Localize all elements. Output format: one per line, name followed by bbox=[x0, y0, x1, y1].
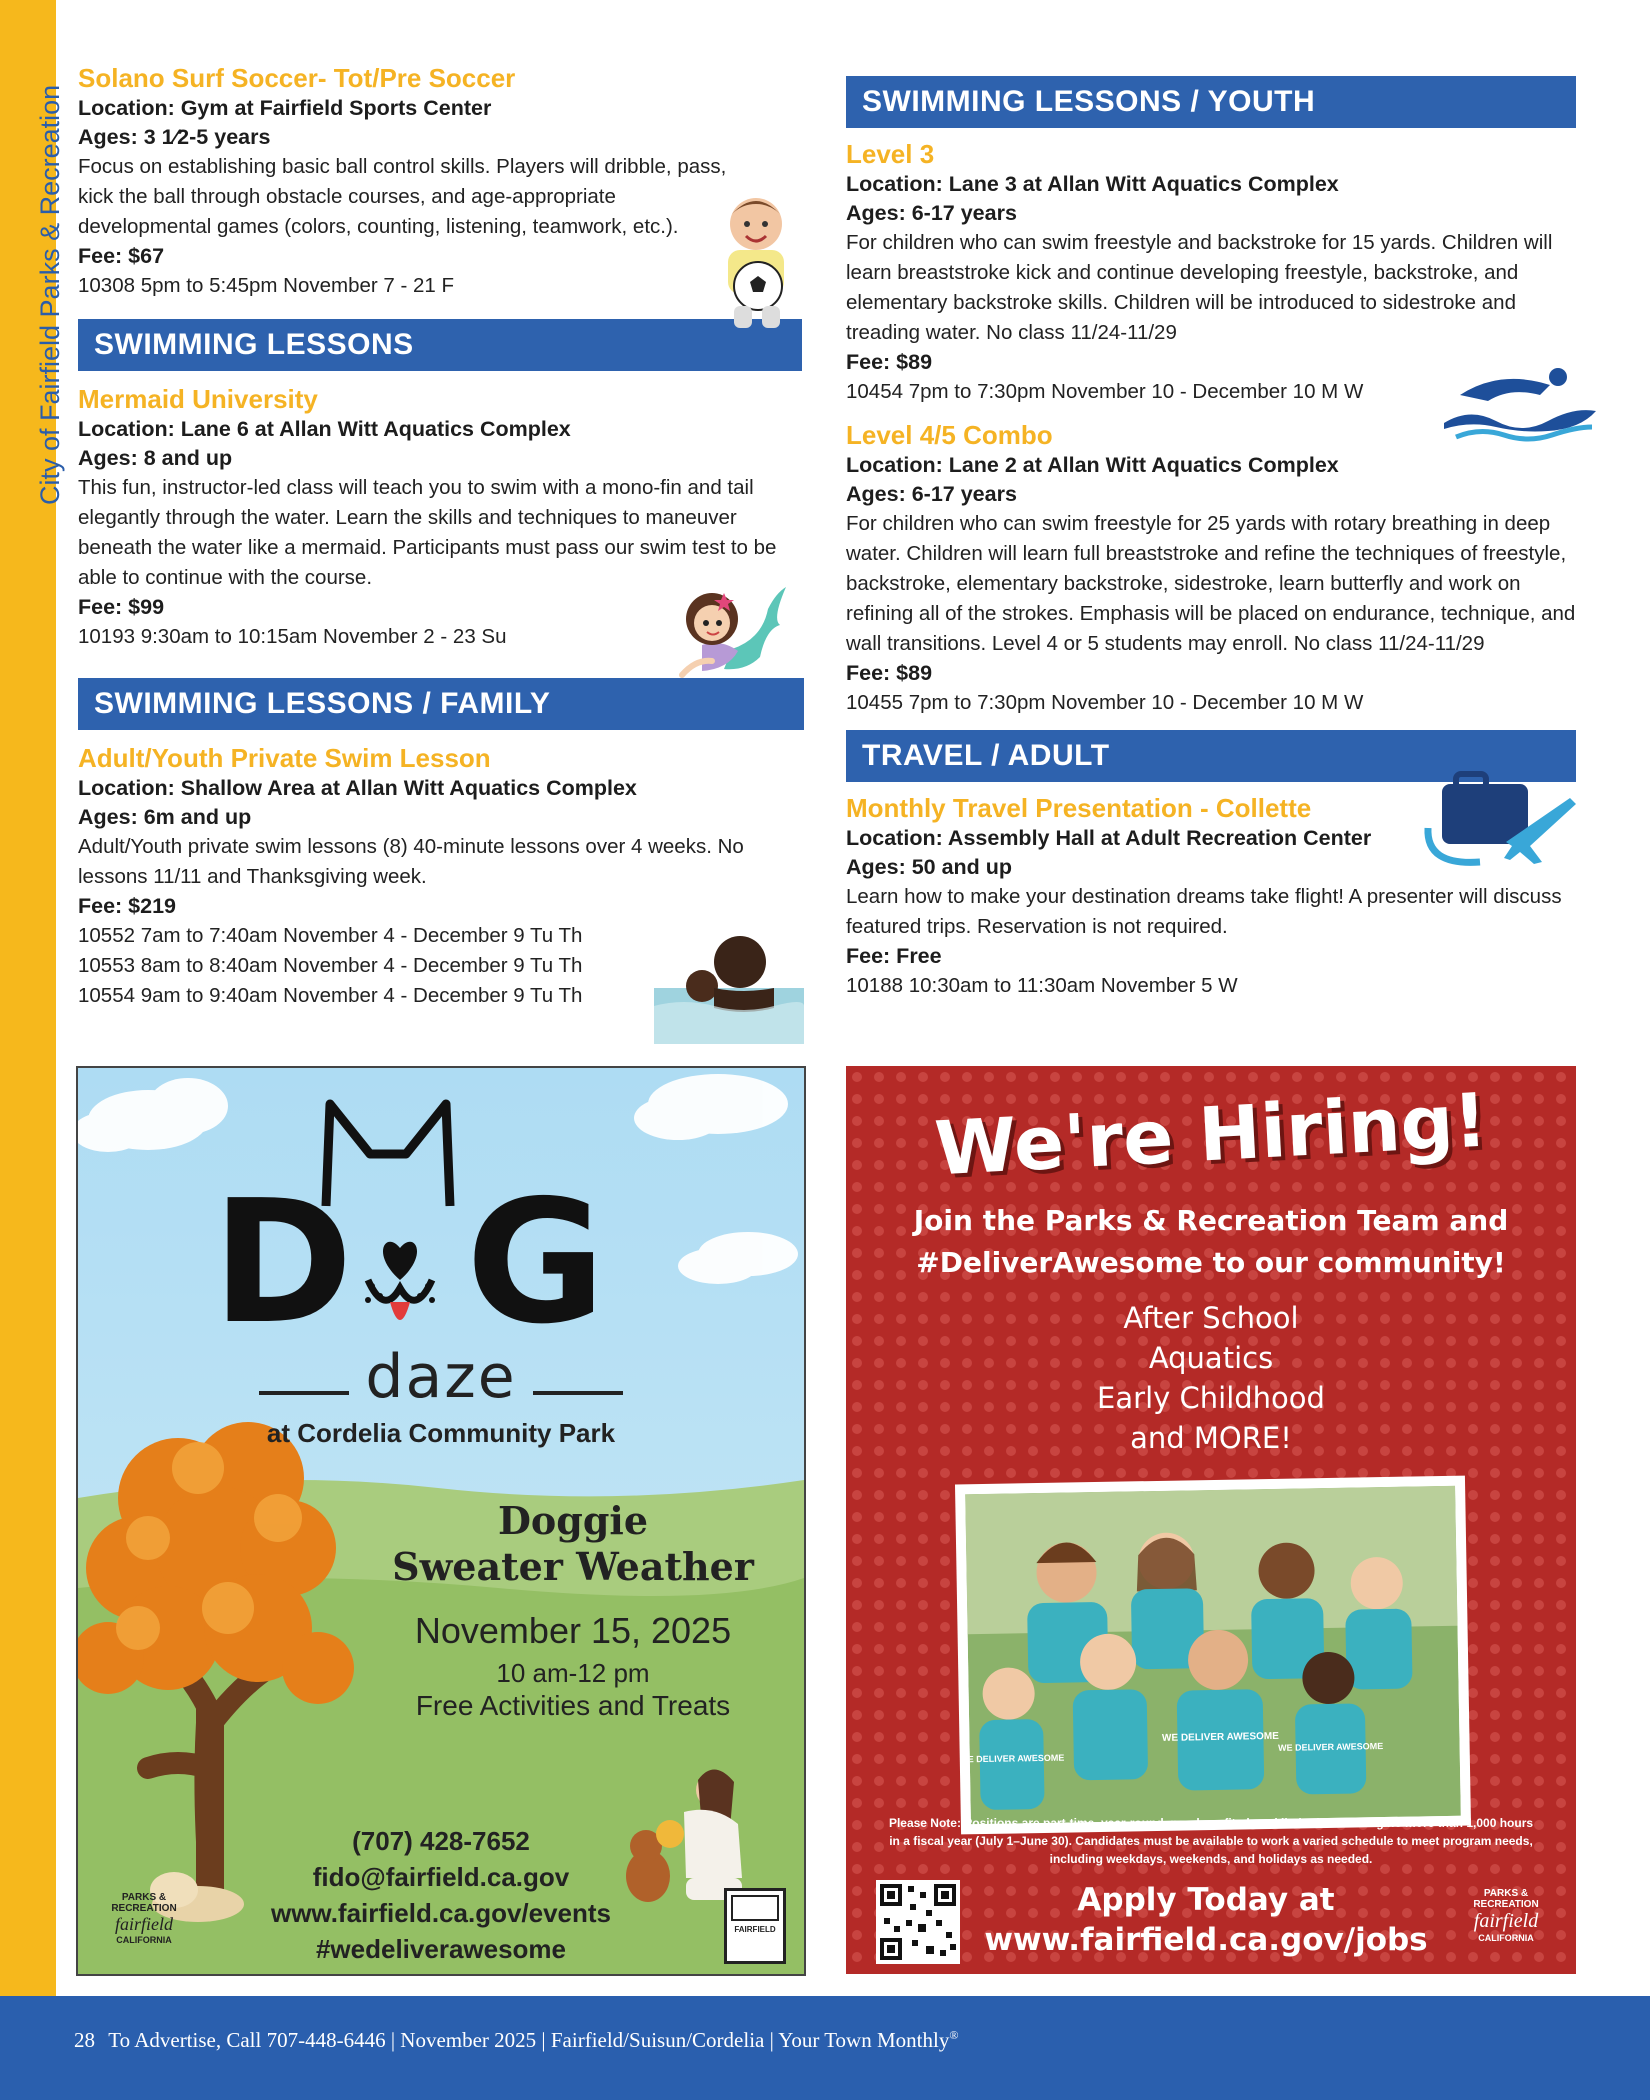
dog-ad-park: at Cordelia Community Park bbox=[266, 1418, 616, 1448]
hire-logo-line-1: PARKS & bbox=[1483, 1888, 1529, 1899]
hire-logo-line-4: CALIFORNIA bbox=[1478, 1933, 1534, 1943]
apply-line-2[interactable]: www.fairfield.ca.gov/jobs bbox=[984, 1922, 1428, 1958]
soccer-location: Location: Gym at Fairfield Sports Center bbox=[78, 96, 492, 120]
suitcase-plane-icon bbox=[1420, 758, 1576, 870]
parks-rec-logo bbox=[94, 1892, 194, 1945]
shirt-text-2: WE DELIVER AWESOME bbox=[1161, 1730, 1279, 1744]
level45-listing bbox=[846, 419, 1576, 718]
travel-location: Location: Assembly Hall at Adult Recreation Center bbox=[846, 826, 1372, 850]
shirt-text-1: WE DELIVER AWESOME bbox=[965, 1752, 1065, 1765]
swimmer-icon bbox=[1440, 365, 1596, 445]
private-session-1: 10552 7am to 7:40am November 4 - December 9 Tu Th bbox=[78, 924, 583, 947]
dog-ad-hashtag: #wedeliverawesome bbox=[315, 1934, 567, 1964]
apply-line-1: Apply Today at bbox=[1077, 1882, 1335, 1918]
travel-listing bbox=[846, 792, 1576, 1001]
level3-ages: Ages: 6-17 years bbox=[846, 201, 1017, 225]
private-lesson-listing bbox=[78, 742, 798, 1011]
mermaid-session: 10193 9:30am to 10:15am November 2 - 23 Su bbox=[78, 625, 507, 648]
logo-line-1: PARKS & bbox=[121, 1892, 167, 1903]
dog-ad-time: 10 am-12 pm bbox=[496, 1658, 650, 1688]
private-ages: Ages: 6m and up bbox=[78, 805, 252, 829]
soccer-title: Solano Surf Soccer- Tot/Pre Soccer bbox=[78, 63, 516, 93]
private-session-2: 10553 8am to 8:40am November 4 - December 9 Tu Th bbox=[78, 954, 583, 977]
dog-daze-word bbox=[78, 1342, 804, 1412]
right-column bbox=[846, 76, 1576, 1001]
mermaid-description: This fun, instructor-led class will teach you to swim with a mono-fin and tail elegantly through the water. Learn the skills and techniques to maneuver beneath the water like a mermaid. Participants must pass our swim test to be able to continue with the course. bbox=[78, 476, 777, 589]
soccer-session: 10308 5pm to 5:45pm November 7 - 21 F bbox=[78, 274, 455, 297]
soccer-fee: Fee: $67 bbox=[78, 244, 165, 268]
swimming-youth-header: SWIMMING LESSONS / YOUTH bbox=[846, 76, 1576, 128]
mermaid-illustration bbox=[672, 579, 790, 687]
dog-face-icon bbox=[350, 1218, 450, 1338]
mermaid-location: Location: Lane 6 at Allan Witt Aquatics Complex bbox=[78, 417, 571, 441]
travel-adult-header: TRAVEL / ADULT bbox=[846, 730, 1576, 782]
fairfield-seal bbox=[724, 1888, 786, 1964]
level3-fee: Fee: $89 bbox=[846, 350, 933, 374]
hiring-headline: We're Hiring! bbox=[932, 1077, 1490, 1193]
dog-ad-email: fido@fairfield.ca.gov bbox=[312, 1862, 570, 1892]
private-session-3: 10554 9am to 9:40am November 4 - December 9 Tu Th bbox=[78, 984, 583, 1007]
seal-text: FAIRFIELD bbox=[734, 1925, 776, 1934]
hiring-join-line-2: #DeliverAwesome to our community! bbox=[916, 1246, 1506, 1279]
left-column bbox=[78, 62, 798, 1011]
mermaid-title: Mermaid University bbox=[78, 384, 318, 414]
team-photo bbox=[955, 1476, 1471, 1835]
soccer-child-illustration bbox=[710, 192, 802, 332]
mermaid-fee: Fee: $99 bbox=[78, 595, 165, 619]
swimming-family-header: SWIMMING LESSONS / FAMILY bbox=[78, 678, 804, 730]
qr-code-icon[interactable] bbox=[876, 1880, 960, 1964]
logo-line-2: RECREATION bbox=[111, 1903, 177, 1914]
dog-ad-web: www.fairfield.ca.gov/events bbox=[270, 1898, 612, 1928]
level45-title: Level 4/5 Combo bbox=[846, 420, 1053, 450]
level3-session: 10454 7pm to 7:30pm November 10 - December 10 M W bbox=[846, 380, 1364, 403]
page-number: 28 bbox=[74, 2028, 95, 2052]
private-description: Adult/Youth private swim lessons (8) 40-minute lessons over 4 weeks. No lessons 11/11 and Thanksgiving week. bbox=[78, 835, 744, 888]
hiring-parks-rec-logo bbox=[1456, 1888, 1556, 1943]
level45-description: For children who can swim freestyle for 25 yards with rotary breathing in deep water. Children will learn full breaststroke and refine the techniques of freestyle, backstroke, elementary backstroke, sidestroke, learn butterfly and work on refining all of the strokes. Emphasis will be placed on endurance, technique, and wall transitions. Level 4 or 5 students may enroll. No class 11/24-11/29 bbox=[846, 512, 1576, 655]
level3-description: For children who can swim freestyle and backstroke for 15 yards. Children will learn breaststroke kick and continue developing freestyle, backstroke, and elementary backstroke skills. Children will be introduced to sidestroke and treading water. No class 11/24-11/29 bbox=[846, 231, 1553, 344]
private-location: Location: Shallow Area at Allan Witt Aquatics Complex bbox=[78, 776, 637, 800]
team-photo-art bbox=[965, 1486, 1461, 1825]
logo-line-3: fairfield bbox=[115, 1914, 173, 1934]
level45-fee: Fee: $89 bbox=[846, 661, 933, 685]
sidebar-title: City of Fairfield Parks & Recreation bbox=[35, 84, 65, 505]
mermaid-ages: Ages: 8 and up bbox=[78, 446, 233, 470]
dog-ad-date: November 15, 2025 bbox=[414, 1610, 732, 1651]
dog-ad-activities: Free Activities and Treats bbox=[415, 1690, 731, 1721]
mermaid-listing bbox=[78, 383, 798, 652]
private-title: Adult/Youth Private Swim Lesson bbox=[78, 743, 491, 773]
soccer-listing bbox=[78, 62, 798, 301]
soccer-description: Focus on establishing basic ball control skills. Players will dribble, pass, kick the ball through obstacle courses, and age-appropriate developmental games (colors, counting, listening, teamwork, etc.). bbox=[78, 155, 727, 238]
role-aquatics: Aquatics bbox=[1148, 1341, 1274, 1375]
registered-mark: ® bbox=[949, 2028, 959, 2042]
hire-logo-line-3: fairfield bbox=[1473, 1910, 1539, 1932]
parent-child-swim-photo bbox=[654, 928, 804, 1044]
dog-logo-letter-d: D bbox=[212, 1164, 354, 1362]
footer-advert-text: To Advertise, Call 707-448-6446 | November 2025 | Fairfield/Suisun/Cordelia | Your Town Monthly bbox=[108, 2028, 950, 2052]
level45-location: Location: Lane 2 at Allan Witt Aquatics Complex bbox=[846, 453, 1339, 477]
footer-text bbox=[74, 2028, 958, 2053]
dog-ad-subtitle-2: Sweater Weather bbox=[392, 1544, 754, 1589]
dog-logo-letter-g: G bbox=[466, 1164, 606, 1362]
travel-session: 10188 10:30am to 11:30am November 5 W bbox=[846, 974, 1238, 997]
travel-title: Monthly Travel Presentation - Collette bbox=[846, 793, 1312, 823]
role-more: and MORE! bbox=[1130, 1421, 1292, 1455]
level3-location: Location: Lane 3 at Allan Witt Aquatics Complex bbox=[846, 172, 1339, 196]
hiring-ad bbox=[846, 1066, 1576, 1974]
swimming-lessons-header: SWIMMING LESSONS bbox=[78, 319, 802, 371]
level3-title: Level 3 bbox=[846, 139, 935, 169]
dog-daze-ad bbox=[76, 1066, 806, 1976]
role-early-childhood: Early Childhood bbox=[1097, 1381, 1325, 1415]
travel-ages: Ages: 50 and up bbox=[846, 855, 1013, 879]
page-footer bbox=[0, 1996, 1650, 2100]
hiring-roles bbox=[846, 1298, 1576, 1458]
soccer-ages: Ages: 3 1⁄2-5 years bbox=[78, 125, 271, 149]
private-fee: Fee: $219 bbox=[78, 894, 177, 918]
hire-logo-line-2: RECREATION bbox=[1473, 1899, 1539, 1910]
role-after-school: After School bbox=[1123, 1301, 1299, 1335]
travel-fee: Fee: Free bbox=[846, 944, 942, 968]
daze-text: daze bbox=[365, 1342, 517, 1412]
hiring-note: Please Note: Positions are part-time, year-round, non-benefited, and limited to working no more than 1,000 hours in a fiscal year (July 1–June 30). Candidates must be available to work a varied schedule to meet program needs, including weekdays, weekends, and holidays as needed. bbox=[888, 1816, 1534, 1866]
shirt-text-3: WE DELIVER AWESOME bbox=[1277, 1741, 1384, 1753]
dog-ad-phone: (707) 428-7652 bbox=[352, 1826, 530, 1856]
logo-line-4: CALIFORNIA bbox=[116, 1935, 172, 1945]
level45-session: 10455 7pm to 7:30pm November 10 - December 10 M W bbox=[846, 691, 1364, 714]
level45-ages: Ages: 6-17 years bbox=[846, 482, 1017, 506]
travel-description: Learn how to make your destination dreams take flight! A presenter will discuss featured trips. Reservation is not required. bbox=[846, 885, 1562, 938]
hiring-join-line-1: Join the Parks & Recreation Team and bbox=[913, 1204, 1509, 1237]
dog-ad-subtitle-1: Doggie bbox=[497, 1498, 649, 1543]
